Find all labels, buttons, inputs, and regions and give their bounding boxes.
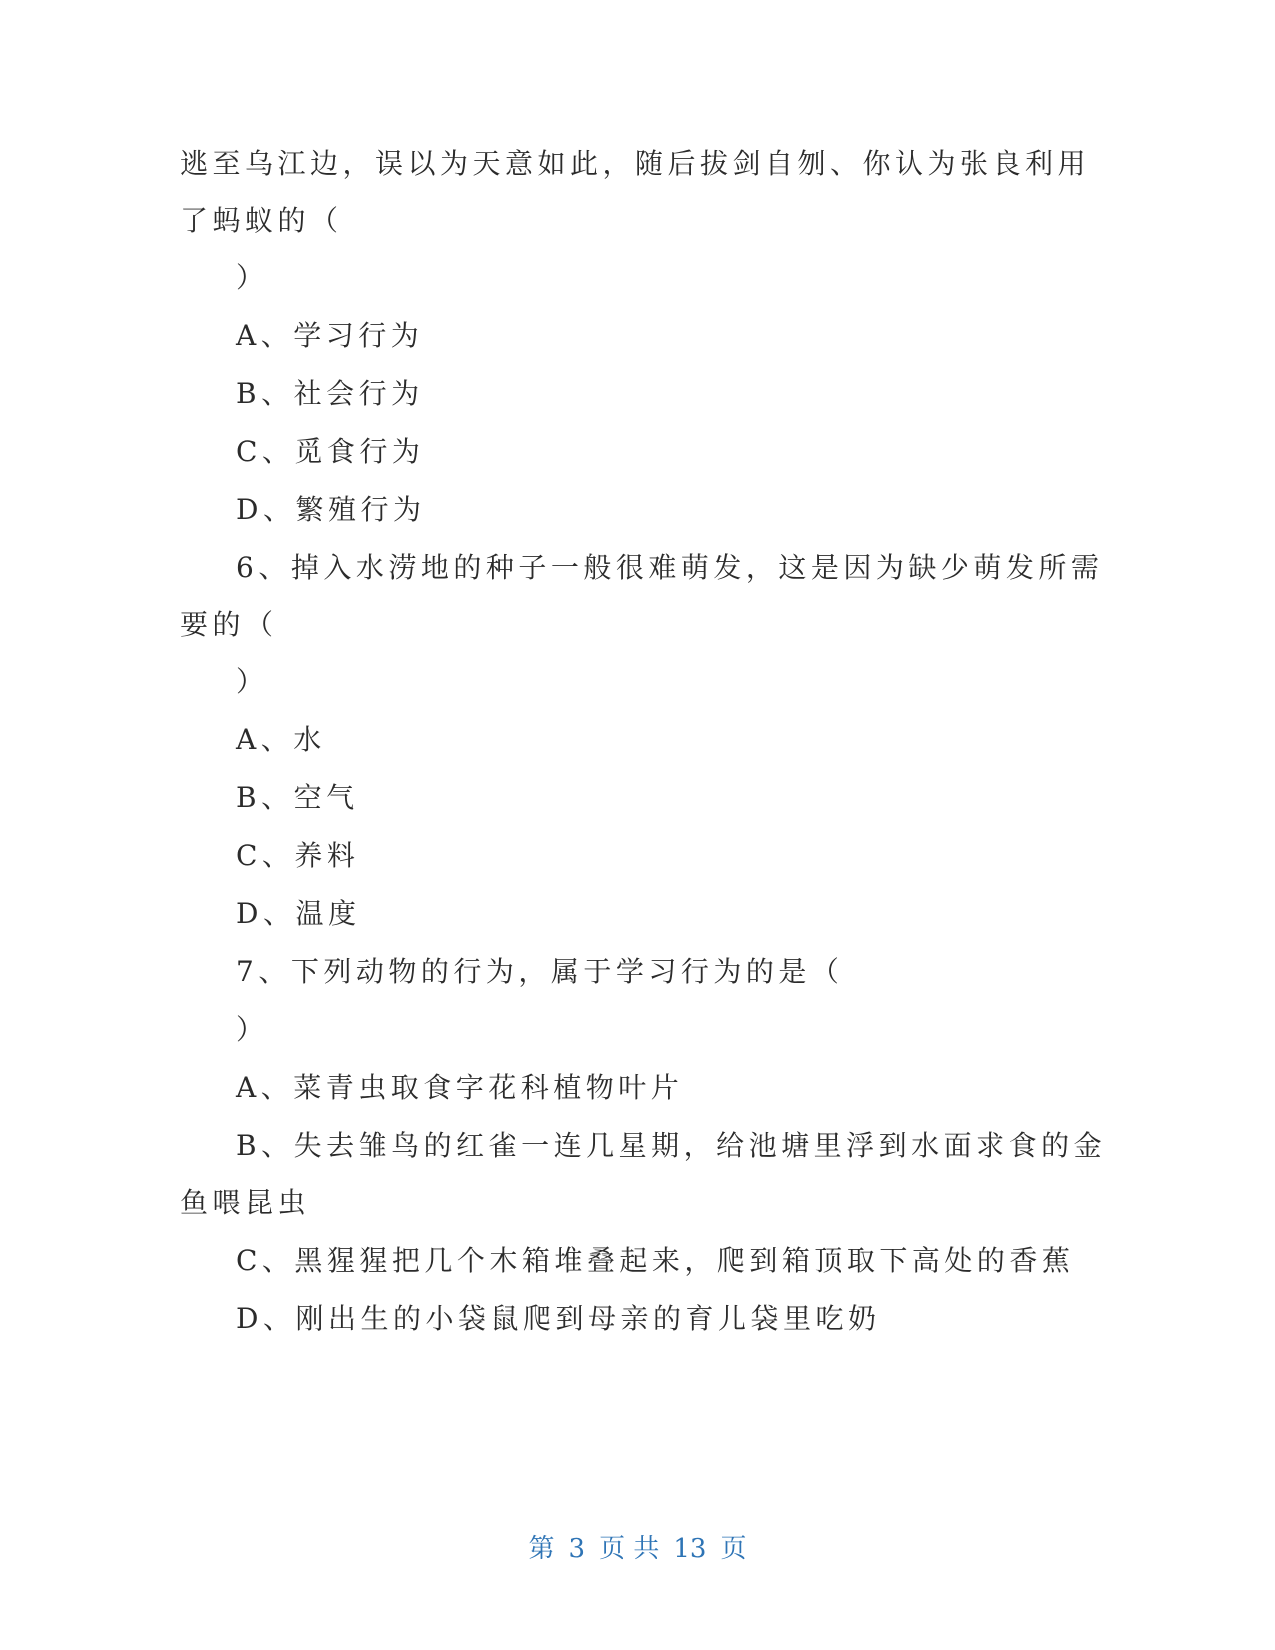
footer-suffix: 页 bbox=[720, 1534, 747, 1564]
question5-option-a: A、学习行为 bbox=[236, 319, 424, 352]
question5-option-b: B、社会行为 bbox=[236, 377, 424, 410]
question7-option-a: A、菜青虫取食字花科植物叶片 bbox=[236, 1071, 684, 1104]
question5-option-d: D、繁殖行为 bbox=[236, 493, 426, 526]
question6-stem-line2: 要的（ bbox=[180, 608, 278, 641]
question7-option-b-line1: B、失去雏鸟的红雀一连几星期，给池塘里浮到水面求食的金 bbox=[236, 1129, 1107, 1162]
question5-option-c: C、觅食行为 bbox=[236, 435, 425, 468]
question7-option-b-line2: 鱼喂昆虫 bbox=[180, 1186, 311, 1219]
question6-option-c: C、养料 bbox=[236, 839, 360, 872]
question6-option-b: B、空气 bbox=[236, 781, 359, 814]
total-pages-number: 13 bbox=[673, 1534, 707, 1564]
footer-prefix: 第 bbox=[528, 1534, 555, 1564]
question7-option-d: D、刚出生的小袋鼠爬到母亲的育儿袋里吃奶 bbox=[236, 1302, 881, 1335]
page-footer bbox=[0, 1532, 1275, 1566]
footer-middle: 页 共 bbox=[599, 1534, 660, 1564]
question6-option-d: D、温度 bbox=[236, 897, 361, 930]
question5-stem-line2: 了蚂蚁的（ bbox=[180, 204, 343, 237]
question6-option-a: A、水 bbox=[236, 723, 326, 756]
question6-close-paren: ） bbox=[236, 665, 269, 698]
question7-option-c: C、黑猩猩把几个木箱堆叠起来，爬到箱顶取下高处的香蕉 bbox=[236, 1244, 1075, 1277]
question7-stem: 7、下列动物的行为，属于学习行为的是（ bbox=[236, 955, 844, 988]
question7-close-paren: ） bbox=[236, 1013, 269, 1046]
question5-close-paren: ） bbox=[236, 261, 269, 294]
question5-stem-line1: 逃至乌江边，误以为天意如此，随后拔剑自刎、你认为张良利用 bbox=[180, 147, 1091, 180]
question6-stem-line1: 6、掉入水涝地的种子一般很难萌发，这是因为缺少萌发所需 bbox=[236, 551, 1104, 584]
current-page-number: 3 bbox=[568, 1534, 586, 1564]
